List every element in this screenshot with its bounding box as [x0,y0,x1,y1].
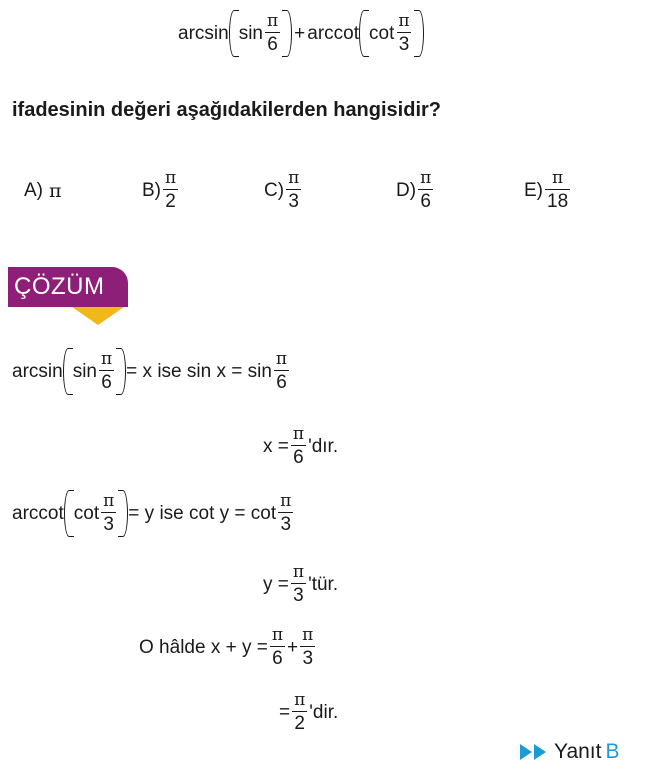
option-a[interactable]: A) π [24,180,62,202]
fraction: $\frac{\pi}{3}$ [398,11,410,55]
paren-group [229,10,292,57]
option-d[interactable]: D) $\frac{\pi}{6}$ [396,168,432,212]
fraction: $\frac{\pi}{3}$ [292,562,305,606]
fraction: $\frac{\pi}{6}$ [100,349,113,393]
fraction: $\frac{\pi}{2}$ [165,168,177,212]
fraction: $\frac{\pi}{3}$ [288,168,300,212]
solution-line-1: arcsin sin $\frac{\pi}{6}$ = x ise sin x = sin $\frac{\pi}{6}$ [12,349,288,393]
play-arrow-icon [520,744,532,760]
fraction: $\frac{\pi}{18}$ [547,168,569,212]
solution-badge: ÇÖZÜM [8,267,128,307]
option-e[interactable]: E) $\frac{\pi}{18}$ [524,168,569,212]
fraction: $\frac{\pi}{3}$ [103,491,115,535]
paren-group: cot $\frac{\pi}{3}$ [64,490,129,537]
answer-label: Yanıt [554,740,602,763]
fraction: $\frac{\pi}{6}$ [420,168,432,212]
fraction: $\frac{\pi}{6}$ [271,625,284,669]
badge-tail [72,307,124,325]
solution-line-5: O hâlde x + y = $\frac{\pi}{6}$ + $\frac{\pi}{3}$ [139,625,314,669]
solution-line-4: y = $\frac{\pi}{3}$ 'tür. [263,562,339,606]
problem-expression [178,10,424,57]
answer-letter: B [605,740,620,763]
paren-group [359,10,424,57]
arcsin-text: arcsin [178,22,229,44]
answer [520,740,620,764]
arccot-text: arccot [307,22,360,44]
option-c[interactable]: C) $\frac{\pi}{3}$ [264,168,300,212]
solution-line-6: = $\frac{\pi}{2}$ 'dir. [279,690,339,734]
plus-sign: + [294,22,306,44]
fraction: $\frac{\pi}{3}$ [302,625,314,669]
cot-text: cot [369,22,395,44]
fraction: $\frac{\pi}{2}$ [294,690,306,734]
fraction: $\frac{\pi}{3}$ [280,491,292,535]
fraction: $\frac{\pi}{6}$ [292,424,305,468]
paren-group: sin $\frac{\pi}{6}$ [63,348,126,395]
option-b[interactable]: B) $\frac{\pi}{2}$ [142,168,177,212]
question-text: ifadesinin değeri aşağıdakilerden hangisidir? [12,99,442,121]
solution-line-3: arccot cot $\frac{\pi}{3}$ = y ise cot y = cot $\frac{\pi}{3}$ [12,491,292,535]
solution-line-2: x = $\frac{\pi}{6}$ 'dır. [263,424,339,468]
play-arrow-icon [534,744,546,760]
fraction: $\frac{\pi}{6}$ [266,11,279,55]
sin-text: sin [238,22,263,44]
fraction: $\frac{\pi}{6}$ [275,349,288,393]
